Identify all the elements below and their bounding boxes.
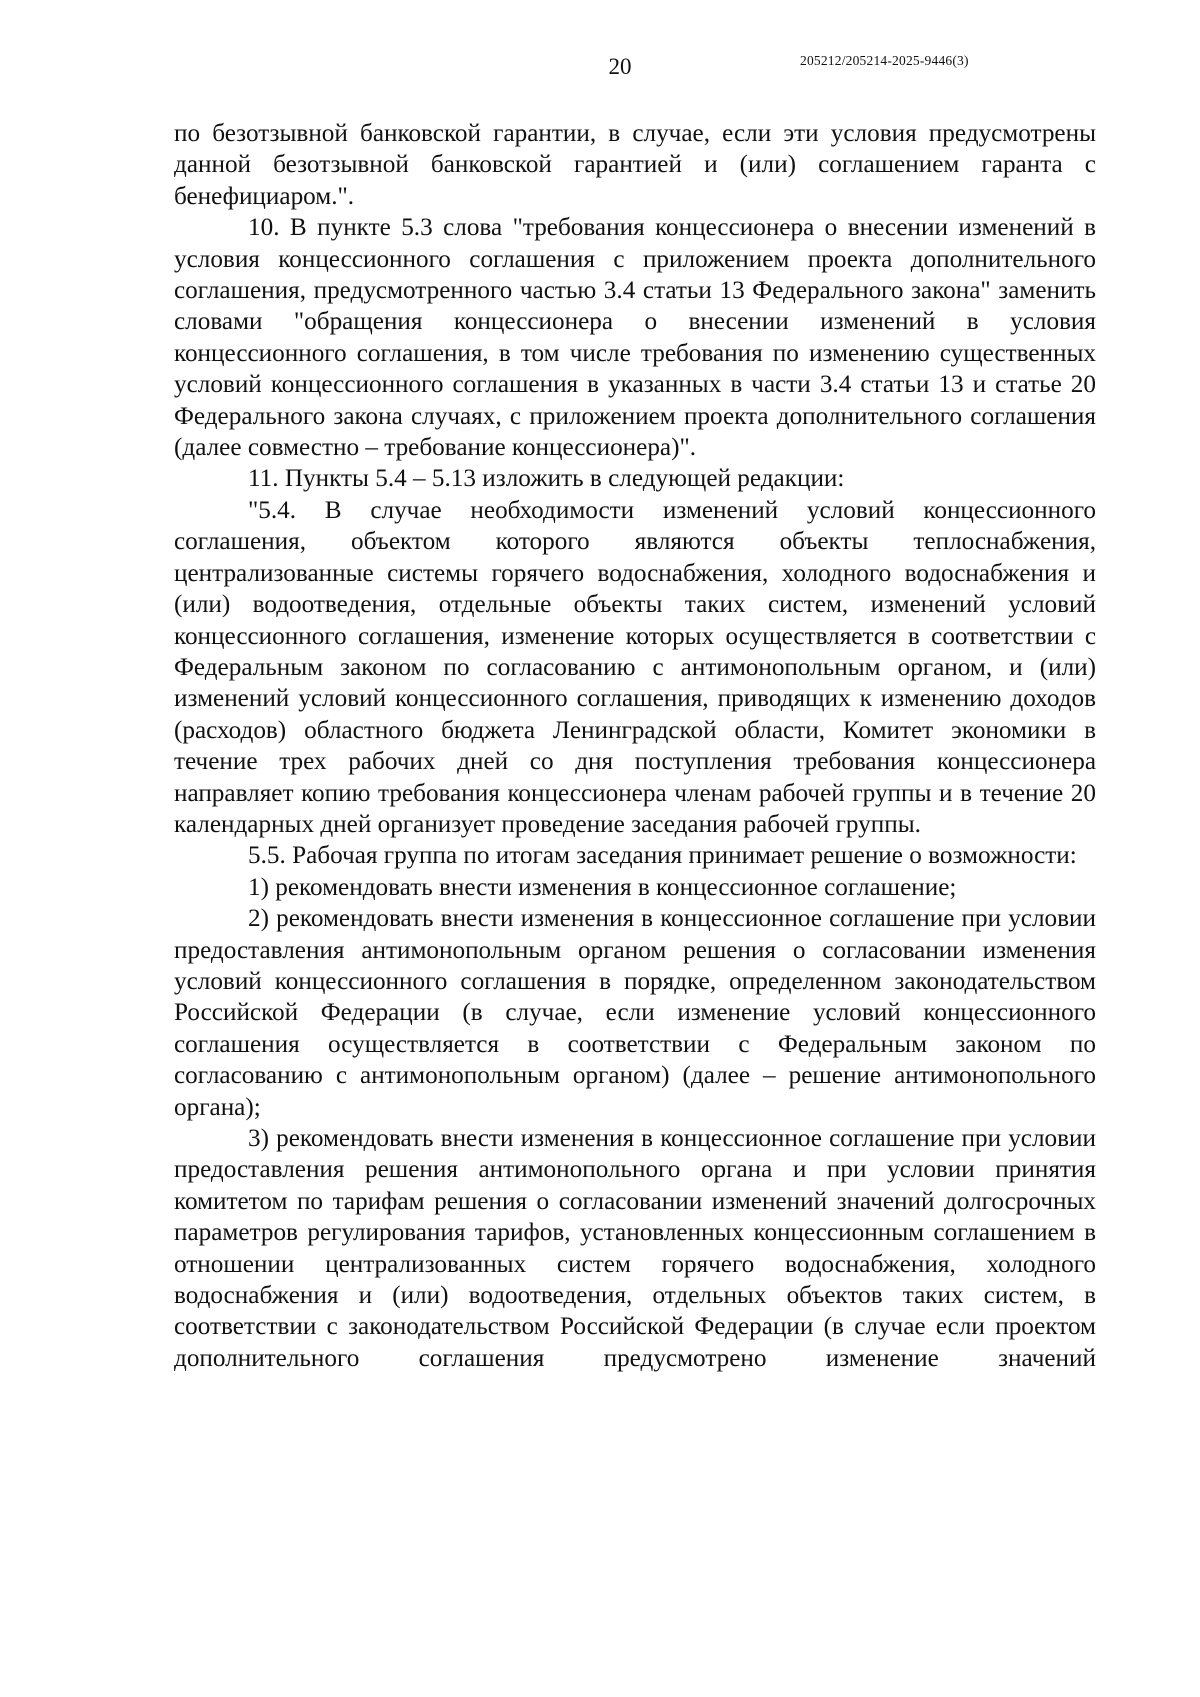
- paragraph-bank-guarantee-end: по безотзывной банковской гарантии, в случае, если эти условия предусмотрены данной безотзывной банковской гарантией и (или) соглашением гаранта с бенефициаром.".: [174, 120, 1096, 210]
- paragraph-subitem-1: 1) рекомендовать внести изменения в концессионное соглашение;: [248, 873, 957, 901]
- paragraph-clause-5-4: "5.4. В случае необходимости изменений условий концессионного соглашения, объектом которого являются объекты теплоснабжения, централизованные системы горячего водоснабжения, холодного водоснабжения и (или) водоотведения, отдельные объекты таких систем, изменений условий концессионного соглашения, изменение которых осуществляется в соответствии с Федеральным законом по согласованию с антимонопольным органом, и (или) изменений условий концессионного соглашения, приводящих к изменению доходов (расходов) областного бюджета Ленинградской области, Комитет экономики в течение трех рабочих дней со дня поступления требования концессионера направляет копию требования концессионера членам рабочей группы и в течение 20 календарных дней организует проведение заседания рабочей группы.: [174, 496, 1096, 838]
- paragraph-item-10: 10. В пункте 5.3 слова "требования концессионера о внесении изменений в условия концессионного соглашения с приложением проекта дополнительного соглашения, предусмотренного частью 3.4 статьи 13 Федерального закона" заменить словами "обращения концессионера о внесении изменений в условия концессионного соглашения, в том числе требования по изменению существенных условий концессионного соглашения в указанных в части 3.4 статьи 13 и статье 20 Федерального закона случаях, с приложением проекта дополнительного соглашения (далее совместно – требование концессионера)".: [174, 214, 1096, 462]
- paragraph-subitem-2: 2) рекомендовать внести изменения в концессионное соглашение при условии предоставления антимонопольным органом решения о согласовании изменения условий концессионного соглашения в порядке, определенном законодательством Российской Федерации (в случае, если изменение условий концессионного соглашения осуществляется в соответствии с Федеральным законом по согласованию с антимонопольным органом) (далее – решение антимонопольного органа);: [174, 905, 1096, 1121]
- paragraph-clause-5-5: 5.5. Рабочая группа по итогам заседания принимает решение о возможности:: [248, 842, 1077, 870]
- document-body: [174, 118, 1096, 1374]
- page-number: 20: [608, 54, 632, 79]
- document-code: 205212/205214-2025-9446(3): [800, 53, 969, 68]
- paragraph-subitem-3: 3) рекомендовать внести изменения в концессионное соглашение при условии предоставления решения антимонопольного органа и при условии принятия комитетом по тарифам решения о согласовании изменений значений долгосрочных параметров регулирования тарифов, установленных концессионным соглашением в отношении централизованных систем горячего водоснабжения, холодного водоснабжения и (или) водоотведения, отдельных объектов таких систем, в соответствии с законодательством Российской Федерации (в случае если проектом дополнительного соглашения предусмотрено изменение значений: [174, 1125, 1096, 1372]
- paragraph-item-11: 11. Пункты 5.4 – 5.13 изложить в следующей редакции:: [248, 465, 845, 493]
